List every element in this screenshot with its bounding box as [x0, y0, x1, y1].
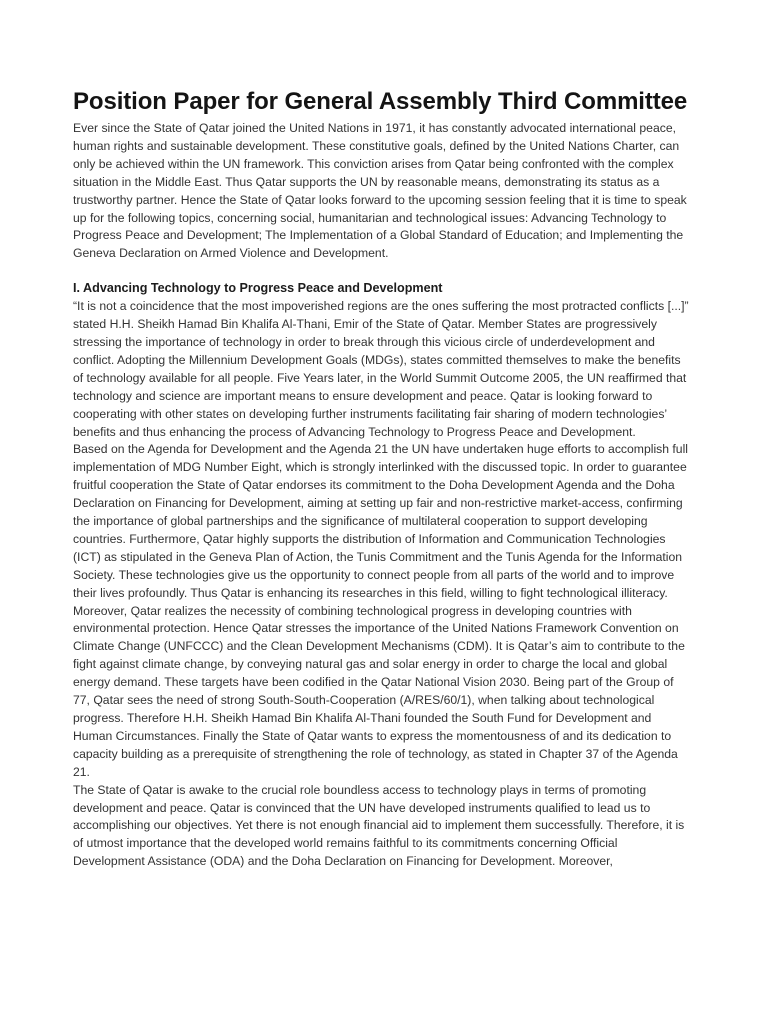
section-paragraph-3: The State of Qatar is awake to the crucial role boundless access to technology plays in terms of promoting development and peace. Qatar is convinced that the UN have developed instruments qualified to lead us to accomplishing our objectives. Yet there is not enough financial aid to implement them successfully. Therefore, it is of utmost importance that the developed world remains faithful to its commitments concerning Official Development Assistance (ODA) and the Doha Declaration on Financing for Development. Moreover,	[73, 782, 685, 869]
section-heading: I. Advancing Technology to Progress Peace and Development	[73, 281, 443, 296]
section-paragraph-1: “It is not a coincidence that the most impoverished regions are the ones suffering the most protracted conflicts [...]” stated H.H. Sheikh Hamad Bin Khalifa Al-Thani, Emir of the State of Qatar. Member States are progressively stressing the importance of technology in order to break through this vicious circle of underdevelopment and conflict. Adopting the Millennium Development Goals (MDGs), states committed themselves to make the benefits of technology available for all people. Five Years later, in the World Summit Outcome 2005, the UN reaffirmed that technology and science are important means to ensure development and peace. Qatar is looking forward to cooperating with other states on developing further instruments facilitating fair sharing of modern technologies’ benefits and thus enhancing the process of Advancing Technology to Progress Peace and Development.	[73, 299, 689, 439]
intro-paragraph: Ever since the State of Qatar joined the United Nations in 1971, it has constantly advocated international peace, human rights and sustainable development. These constitutive goals, defined by the United Nations Charter, can only be achieved within the UN framework. This conviction arises from Qatar being confronted with the complex situation in the Middle East. Thus Qatar supports the UN by reasonable means, demonstrating its status as a trustworthy partner. Hence the State of Qatar looks forward to the upcoming session feeling that it is time to speak up for the following topics, concerning social, humanitarian and technological issues: Advancing Technology to Progress Peace and Development; The Implementation of a Global Standard of Education; and Implementing the Geneva Declaration on Armed Violence and Development.	[73, 121, 687, 261]
section-paragraph-2: Based on the Agenda for Development and the Agenda 21 the UN have undertaken huge efforts to accomplish full implementation of MDG Number Eight, which is strongly interlinked with the discussed topic. In order to guarantee fruitful cooperation the State of Qatar endorses its commitment to the Doha Development Agenda and the Doha Declaration on Financing for Development, aiming at setting up fair and non-restrictive market-access, confirming the importance of global partnerships and the significance of multilateral cooperation to support developing countries. Furthermore, Qatar highly supports the distribution of Information and Communication Technologies (ICT) as stipulated in the Geneva Plan of Action, the Tunis Commitment and the Tunis Agenda for the Information Society. These technologies give us the opportunity to connect people from all parts of the world and to improve their lives profoundly. Thus Qatar is enhancing its researches in this field, willing to fight technological illiteracy. Moreover, Qatar realizes the necessity of combining technological progress in developing countries with environmental protection. Hence Qatar stresses the importance of the United Nations Framework Convention on Climate Change (UNFCCC) and the Clean Development Mechanisms (CDM). It is Qatar’s aim to contribute to the fight against climate change, by conveying natural gas and solar energy in order to charge the local and global energy demand. These targets have been codified in the Qatar National Vision 2030. Being part of the Group of 77, Qatar sees the need of strong South-South-Cooperation (A/RES/60/1), when talking about technological progress. Therefore H.H. Sheikh Hamad Bin Khalifa Al-Thani founded the South Fund for Development and Human Circumstances. Finally the State of Qatar wants to express the momentousness of and its dedication to capacity building as a prerequisite of strengthening the role of technology, as stated in Chapter 37 of the Agenda 21.	[73, 442, 688, 779]
paragraph-spacer	[73, 263, 691, 280]
page-title: Position Paper for General Assembly Third Committee	[73, 88, 688, 115]
document-page	[73, 88, 691, 871]
